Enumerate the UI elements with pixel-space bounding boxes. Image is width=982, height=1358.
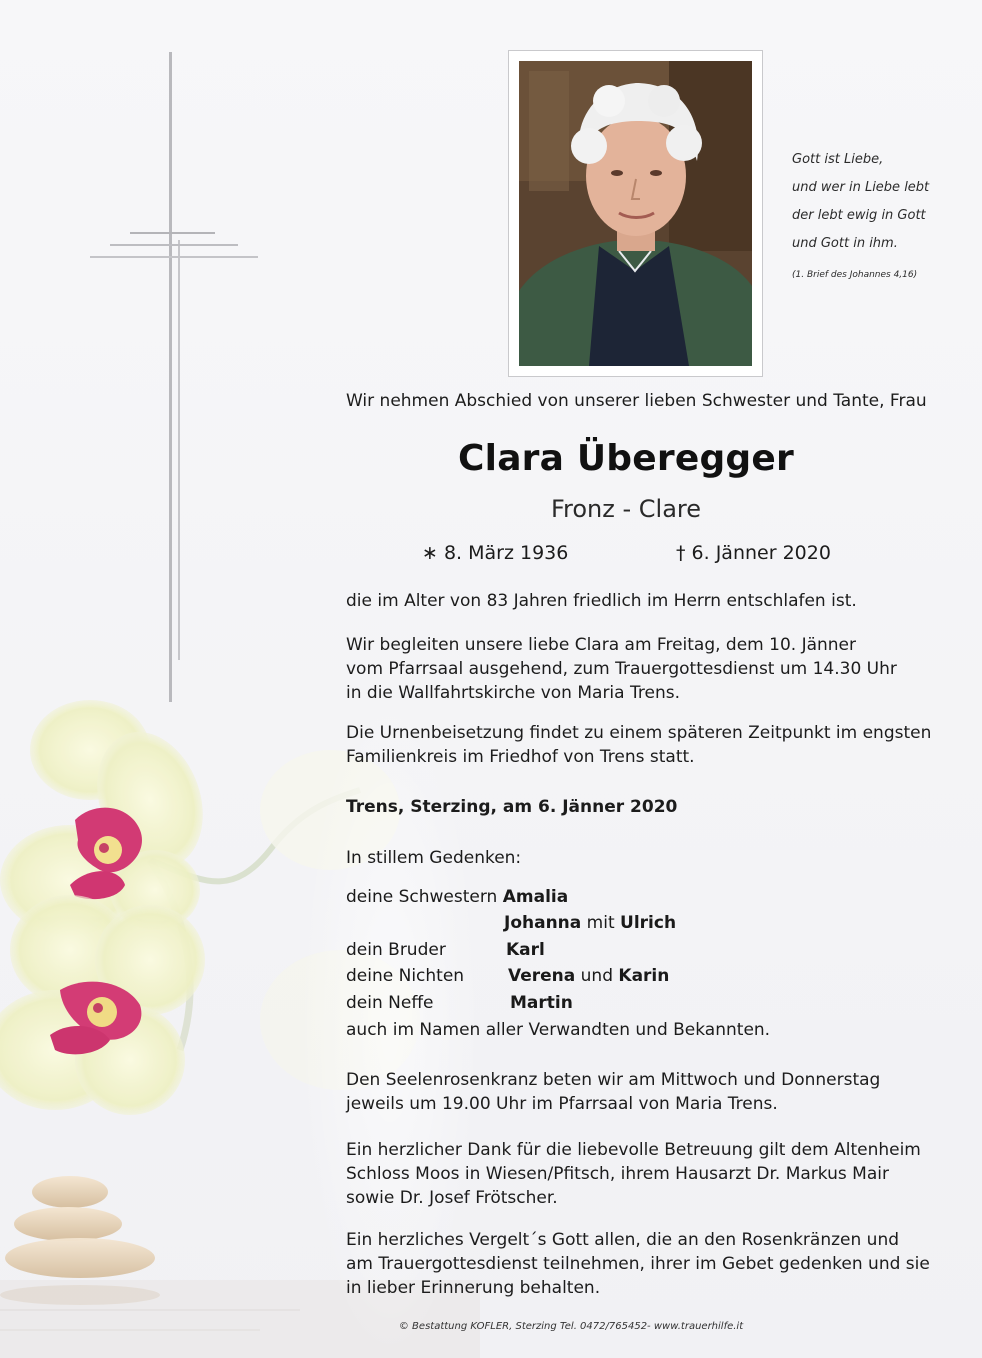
text-line: vom Pfarrsaal ausgehend, zum Trauergottesdienst um 14.30 Uhr: [346, 659, 897, 679]
text-line: jeweils um 19.00 Uhr im Pfarrsaal von Maria Trens.: [346, 1094, 778, 1114]
mourner-row-nieces: [346, 964, 670, 988]
mourner-row-nephew: [346, 991, 573, 1015]
funeral-home-footer: © Bestattung KOFLER, Sterzing Tel. 0472/765452- www.trauerhilfe.it: [398, 1321, 744, 1332]
cross-horizontal-bar: [90, 256, 258, 258]
service-paragraph: [346, 633, 897, 705]
mourner-name: Ulrich: [620, 913, 677, 933]
quote-source: (1. Brief des Johannes 4,16): [792, 270, 918, 280]
quote-line: der lebt ewig in Gott: [792, 208, 926, 223]
cross-horizontal-bar: [110, 244, 238, 246]
text-line: am Trauergottesdienst teilnehmen, ihrer im Gebet gedenken und sie: [346, 1254, 930, 1274]
text-line: Ein herzlicher Dank für die liebevolle Betreuung gilt dem Altenheim: [346, 1140, 921, 1160]
mourner-name: Karin: [618, 966, 670, 986]
portrait-photo: [519, 61, 752, 366]
mourner-name: Amalia: [502, 887, 569, 907]
text-line: Ein herzliches Vergelt´s Gott allen, die an den Rosenkränzen und: [346, 1230, 900, 1250]
birth-date: ∗ 8. März 1936: [422, 542, 569, 564]
text-line: in die Wallfahrtskirche von Maria Trens.: [346, 683, 680, 703]
quote-line: und wer in Liebe lebt: [792, 180, 930, 195]
deceased-name: Clara Überegger: [458, 438, 794, 479]
passing-text: die im Alter von 83 Jahren friedlich im Herrn entschlafen ist.: [346, 591, 857, 611]
place-date: Trens, Sterzing, am 6. Jänner 2020: [346, 797, 678, 817]
text-line: sowie Dr. Josef Frötscher.: [346, 1188, 558, 1208]
cross-vertical-bar-thin: [178, 240, 180, 660]
quote-line: Gott ist Liebe,: [792, 152, 884, 167]
urn-paragraph: [346, 721, 931, 769]
connector-text: mit: [586, 913, 615, 933]
mourner-name: Martin: [510, 993, 573, 1013]
intro-text: Wir nehmen Abschied von unserer lieben Schwester und Tante, Frau: [346, 391, 927, 411]
text-line: Die Urnenbeisetzung findet zu einem späteren Zeitpunkt im engsten: [346, 723, 932, 743]
cross-vertical-bar: [169, 52, 172, 702]
mourners-others: auch im Namen aller Verwandten und Bekannten.: [346, 1020, 771, 1040]
text-line: in lieber Erinnerung behalten.: [346, 1278, 601, 1298]
mourner-row-brother: [346, 938, 545, 962]
text-line: Den Seelenrosenkranz beten wir am Mittwoch und Donnerstag: [346, 1070, 881, 1090]
rosary-paragraph: [346, 1068, 880, 1116]
mourner-name: Karl: [506, 940, 545, 960]
text-line: Wir begleiten unsere liebe Clara am Freitag, dem 10. Jänner: [346, 635, 857, 655]
relation-label: deine Nichten: [346, 966, 465, 986]
cross-horizontal-bar: [130, 232, 215, 234]
portrait-frame: [508, 50, 763, 377]
quote-line: und Gott in ihm.: [792, 236, 898, 251]
bible-quote: [792, 146, 972, 282]
mourner-row-sister2: [504, 911, 676, 935]
connector-text: und: [580, 966, 613, 986]
mourner-name: Verena: [508, 966, 576, 986]
text-line: Familienkreis im Friedhof von Trens statt.: [346, 747, 695, 767]
mourner-row-sisters: [346, 885, 568, 909]
remembrance-heading: In stillem Gedenken:: [346, 848, 522, 868]
relation-label: dein Bruder: [346, 940, 446, 960]
closing-paragraph: [346, 1228, 930, 1300]
relation-label: dein Neffe: [346, 993, 434, 1013]
thanks-paragraph: [346, 1138, 921, 1210]
mourner-name: Johanna: [504, 913, 582, 933]
relation-label: deine Schwestern: [346, 887, 498, 907]
death-date: † 6. Jänner 2020: [676, 542, 831, 564]
text-line: Schloss Moos in Wiesen/Pfitsch, ihrem Hausarzt Dr. Markus Mair: [346, 1164, 889, 1184]
nickname: Fronz - Clare: [550, 495, 702, 523]
